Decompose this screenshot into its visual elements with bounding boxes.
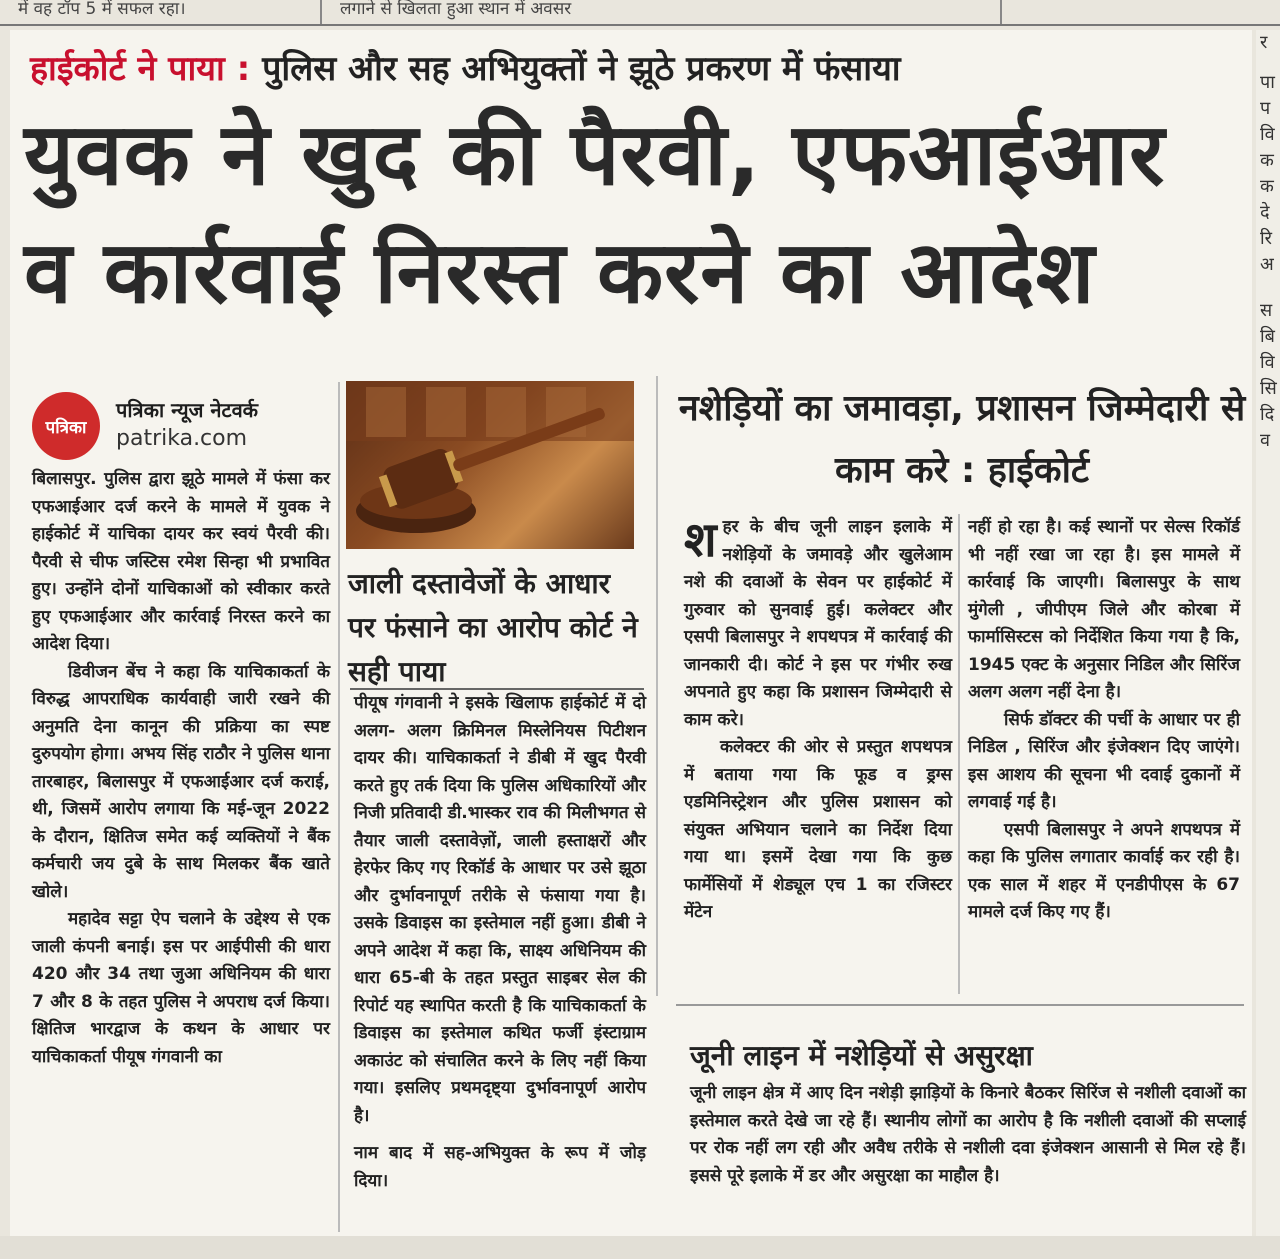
story2-column-1 <box>684 514 952 927</box>
story1-paragraph: महादेव सट्टा ऐप चलाने के उद्देश्य से एक जाली कंपनी बनाई। इस पर आईपीसी की धारा 420 और 34 तथा जुआ अधिनियम की धारा 7 और 8 के तहत पुलिस ने अपराध दर्ज किया। क्षितिज भारद्वाज के कथन के आधार पर याचिकाकर्ता पीयूष गंगवानी का <box>32 909 330 1067</box>
story1-body <box>32 466 330 1071</box>
gavel-icon <box>346 381 634 549</box>
story1-paragraph: डिवीजन बेंच ने कहा कि याचिकाकर्ता के विरुद्ध आपराधिक कार्यवाही जारी रखने की अनुमति देना कानून की प्रक्रिया का स्पष्ट दुरुपयोग होगा। अभय सिंह राठौर ने पुलिस थाना तारबाहर, बिलासपुर में एफआईआर दर्ज कराई, थी, जिसमें आरोप लगाया कि मई-जून 2022 के दौरान, क्षितिज समेत कई व्यक्तियों ने बैंक कर्मचारी जय दुबे के साथ मिलकर बैंक खाते खोले। <box>32 661 330 902</box>
column-divider <box>338 382 340 1232</box>
story2-column-2 <box>968 514 1240 927</box>
top-strip-divider <box>1000 0 1002 24</box>
byline <box>32 392 330 466</box>
column-divider <box>656 376 658 996</box>
kicker-text: पुलिस और सह अभियुक्तों ने झूठे प्रकरण में फंसाया <box>262 49 901 89</box>
story2-paragraph: सिर्फ डॉक्टर की पर्ची के आधार पर ही निडिल , सिरिंज और इंजेक्शन दिए जाएंगे। इस आशय की सूचना भी दवाई दुकानों में लगवाई गई है। <box>968 709 1240 812</box>
top-strip-left-text: में वह टॉप 5 में सफल रहा। <box>18 0 186 19</box>
byline-site: patrika.com <box>116 426 248 451</box>
story1-paragraph: नाम बाद में सह-अभियुक्त के रूप में जोड़ दिया। <box>354 1143 646 1191</box>
story1-subhead: जाली दस्तावेजों के आधार पर फंसाने का आरोप कोर्ट ने सही पाया <box>348 567 638 688</box>
kicker-label: हाईकोर्ट ने पाया : <box>30 49 251 89</box>
headline-line-1: युवक ने खुद की पैरवी, एफआईआर <box>24 105 1166 205</box>
bottom-strip <box>0 1236 1280 1259</box>
story1-paragraph: बिलासपुर. पुलिस द्वारा झूठे मामले में फंसा कर एफआईआर दर्ज करने के मामले में युवक ने हाईकोर्ट में याचिका दायर कर स्वयं पैरवी की। पैरवी से चीफ जस्टिस रमेश सिन्हा भी प्रभावित हुए। उन्होंने दोनों याचिकाओं को स्वीकार करते हुए एफआईआर और कार्रवाई निरस्त करने का आदेश दिया। <box>32 469 330 654</box>
column-divider <box>958 514 960 994</box>
story2-paragraph: नहीं हो रहा है। कई स्थानों पर सेल्स रिकॉर्ड भी नहीं रखा जा रहा है। इस मामले में कार्रवाई कि जाएगी। बिलासपुर के साथ मुंगेली , जीपीएम जिले और कोरबा में फार्मासिस्टस को निर्देशित किया गया है कि, 1945 एक्ट के अनुसार निडिल और सिरिंज अलग अलग नहीं देना है। <box>968 517 1240 702</box>
kicker <box>30 44 901 90</box>
box-body: जूनी लाइन क्षेत्र में आए दिन नशेड़ी झाड़ियों के किनारे बैठकर सिरिंज से नशीली दवाओं का इस्तेमाल करते देखे जा रहे हैं। स्थानीय लोगों का आरोप है कि नशीली दवाओं की सप्लाई पर रोक नहीं लग रही और अवैध तरीके से नशीली दवा इंजेक्शन आसानी से मिल रहे हैं। इससे पूरे इलाके में डर और असुरक्षा का माहौल है। <box>690 1083 1246 1186</box>
main-headline <box>24 96 1244 332</box>
top-strip-mid-text: लगाने से खिलता हुआ स्थान में अवसर <box>340 0 572 19</box>
story1-paragraph: पीयूष गंगवानी ने इसके खिलाफ हाईकोर्ट में दो अलग- अलग क्रिमिनल मिस्लेनियस पिटीशन दायर की। याचिकाकर्ता ने डीबी में खुद पैरवी करते हुए तर्क दिया कि पुलिस अधिकारियों और निजी प्रतिवादी डी.भास्कर राव की मिलीभगत से तैयार जाली दस्तावेज़ों, जाली हस्ताक्षरों और हेरफेर किए गए रिकॉर्ड के आधार पर उसे झूठा और दुर्भावनापूर्ण तरीके से फंसाया गया है। उसके डिवाइस का इस्तेमाल नहीं हुआ। डीबी ने अपने आदेश में कहा कि, साक्ष्य अधिनियम की धारा 65-बी के तहत प्रस्तुत साइबर सेल की रिपोर्ट यह स्थापित करती है कि याचिकाकर्ता के डिवाइस का इस्तेमाल कथित फर्जी इंस्टाग्राम अकाउंट को संचालित करने के लिए नहीं किया गया। इसलिए प्रथमदृष्ट्या दुर्भावनापूर्ण आरोप है। <box>354 693 646 1126</box>
story1-column-2 <box>354 690 646 1195</box>
patrika-logo-icon: पत्रिका <box>32 392 100 460</box>
box-headline: जूनी लाइन में नशेड़ियों से असुरक्षा <box>690 1039 1033 1072</box>
story2-paragraph: कलेक्टर की ओर से प्रस्तुत शपथपत्र में बताया गया कि फूड व ड्रग्स एडमिनिस्ट्रेशन और पुलिस प्रशासन को संयुक्त अभियान चलाने का निर्देश दिया गया था। इसमें देखा गया कि कुछ फार्मेसियों में शेड्यूल एच 1 का रजिस्टर मेंटेन <box>684 737 952 922</box>
story1-column-1 <box>32 392 330 1071</box>
top-strip <box>0 0 1280 26</box>
dropcap: श <box>684 512 717 568</box>
story2-paragraph: एसपी बिलासपुर ने अपने शपथपत्र में कहा कि पुलिस लगातार कार्वाई कर रही है। एक साल में शहर में एनडीपीएस के 67 मामले दर्ज किए गए हैं। <box>968 819 1240 922</box>
headline-line-2: व कार्रवाई निरस्त करने का आदेश <box>24 223 1096 323</box>
top-strip-divider <box>320 0 322 24</box>
box-top-rule <box>676 1004 1244 1006</box>
story2-headline: नशेड़ियों का जमावड़ा, प्रशासन जिम्मेदारी से काम करे : हाईकोर्ट <box>678 388 1246 491</box>
adjacent-column-edge: र पा प वि क क दे रि अ स बि वि सि दि व <box>1256 30 1280 1259</box>
story2-paragraph: हर के बीच जूनी लाइन इलाके में नशेड़ियों के जमावड़े और खुलेआम नशे की दवाओं के सेवन पर हाईकोर्ट में गुरुवार को सुनवाई हुई। कलेक्टर और एसपी बिलासपुर ने शपथपत्र में कार्रवाई की जानकारी दी। कोर्ट ने इस पर गंभीर रुख अपनाते हुए कहा कि प्रशासन जिम्मेदारी से काम करे। <box>684 517 952 730</box>
byline-network: पत्रिका न्यूज नेटवर्क <box>116 398 259 422</box>
gavel-photo <box>346 381 634 549</box>
